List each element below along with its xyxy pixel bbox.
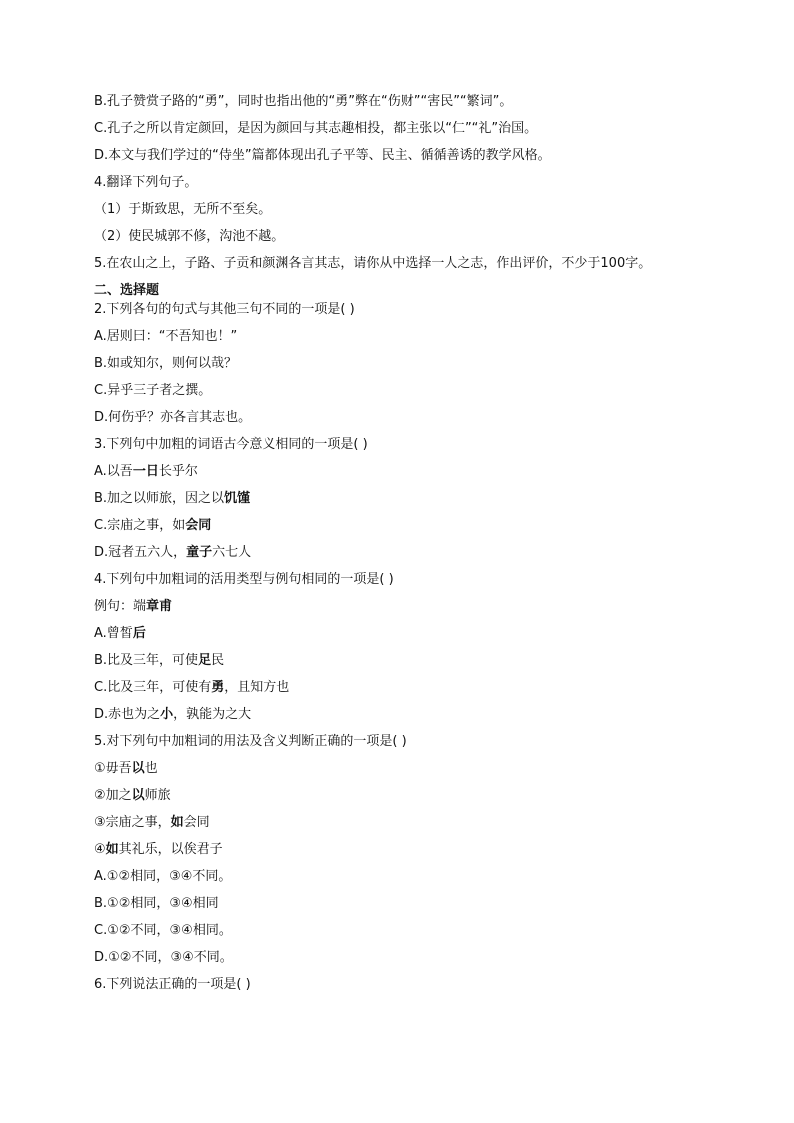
option-text: D.冠者五六人， xyxy=(94,545,187,560)
bold-word: 以 xyxy=(131,788,145,803)
bold-word: 一日 xyxy=(132,464,159,479)
mc-q5-sentence-1 xyxy=(94,760,734,787)
option-text: 长乎尔 xyxy=(158,464,198,479)
mc-q2-option-d: D.何伤乎？亦各言其志也。 xyxy=(94,410,252,425)
mc-question-2: 2.下列各句的句式与其他三句不同的一项是( ) xyxy=(94,302,355,317)
option-text: ①毋吾 xyxy=(94,761,132,776)
mc-q5-sentence-2 xyxy=(94,787,734,814)
option-text: ③宗庙之事， xyxy=(94,815,171,830)
section-heading-choice: 二、选择题 xyxy=(94,283,160,298)
option-text: C.宗庙之事，如 xyxy=(94,518,186,533)
mc-q4-option-b xyxy=(94,652,734,679)
option-text: B.比及三年，可使 xyxy=(94,653,199,668)
option-text: A.曾皙 xyxy=(94,626,133,641)
option-text: 也 xyxy=(144,761,158,776)
mc-q2-option-c: C.异乎三子者之撰。 xyxy=(94,383,212,398)
mc-q5-sentence-3 xyxy=(94,814,734,841)
mc-question-4: 4.下列句中加粗词的活用类型与例句相同的一项是( ) xyxy=(94,572,394,587)
option-text: 会同 xyxy=(183,815,210,830)
bold-word: 会同 xyxy=(185,518,212,533)
option-text: 师旅 xyxy=(144,788,171,803)
option-text: A.以吾 xyxy=(94,464,133,479)
mc-q3-option-a xyxy=(94,463,734,490)
bold-word: 后 xyxy=(132,626,146,641)
option-text: ，孰能为之大 xyxy=(173,707,252,722)
bold-word: 饥馑 xyxy=(224,491,251,506)
option-text: C.比及三年，可使有 xyxy=(94,680,212,695)
mc-q3-option-c xyxy=(94,517,734,544)
bold-word: 以 xyxy=(131,761,145,776)
mc-q5-option-d: D.①②不同，③④不同。 xyxy=(94,950,233,965)
option-b-text: B.孔子赞赏子路的“勇”，同时也指出他的“勇”弊在“伤财”“害民”“繁词”。 xyxy=(94,94,513,109)
mc-question-3: 3.下列句中加粗的词语古今意义相同的一项是( ) xyxy=(94,437,368,452)
question-4-item-1: （1）于斯致思，无所不至矣。 xyxy=(94,202,272,217)
question-4-item-2: （2）使民城郭不修，沟池不越。 xyxy=(94,229,285,244)
bold-word: 勇 xyxy=(211,680,225,695)
mc-q2-option-b: B.如或知尔，则何以哉？ xyxy=(94,356,238,371)
mc-q5-option-b: B.①②相同，③④相同 xyxy=(94,896,219,911)
option-text: 其礼乐，以俟君子 xyxy=(118,842,223,857)
option-text: D.赤也为之 xyxy=(94,707,161,722)
bold-word: 章甫 xyxy=(146,599,173,614)
option-text: 民 xyxy=(211,653,225,668)
option-c-text: C.孔子之所以肯定颜回，是因为颜回与其志趣相投，都主张以“仁”“礼”治国。 xyxy=(94,121,538,136)
mc-question-6: 6.下列说法正确的一项是( ) xyxy=(94,977,251,992)
mc-q4-option-a xyxy=(94,625,734,652)
option-text: 六七人 xyxy=(212,545,252,560)
mc-question-5: 5.对下列句中加粗词的用法及含义判断正确的一项是( ) xyxy=(94,734,407,749)
mc-q3-option-b xyxy=(94,490,734,517)
question-4-translate: 4.翻译下列句子。 xyxy=(94,175,198,190)
bold-word: 小 xyxy=(160,707,174,722)
mc-q3-option-d xyxy=(94,544,734,571)
bold-word: 童子 xyxy=(186,545,213,560)
document-content xyxy=(94,93,734,1003)
bold-word: 如 xyxy=(170,815,184,830)
mc-q4-example xyxy=(94,598,734,625)
option-text: ②加之 xyxy=(94,788,132,803)
option-text: 例句：端 xyxy=(94,599,147,614)
mc-q4-option-d xyxy=(94,706,734,733)
option-text: ④ xyxy=(94,842,106,857)
mc-q5-option-c: C.①②不同，③④相同。 xyxy=(94,923,232,938)
option-text: B.加之以师旅，因之以 xyxy=(94,491,225,506)
mc-q4-option-c xyxy=(94,679,734,706)
option-d-text: D.本文与我们学过的“侍坐”篇都体现出孔子平等、民主、循循善诱的教学风格。 xyxy=(94,148,551,163)
option-text: ，且知方也 xyxy=(224,680,290,695)
bold-word: 如 xyxy=(105,842,119,857)
mc-q2-option-a: A.居则曰：“不吾知也！” xyxy=(94,329,238,344)
mc-q5-sentence-4 xyxy=(94,841,734,868)
bold-word: 足 xyxy=(198,653,212,668)
question-5-essay: 5.在农山之上，子路、子贡和颜渊各言其志，请你从中选择一人之志，作出评价，不少于100字。 xyxy=(94,256,652,271)
mc-q5-option-a: A.①②相同，③④不同。 xyxy=(94,869,232,884)
